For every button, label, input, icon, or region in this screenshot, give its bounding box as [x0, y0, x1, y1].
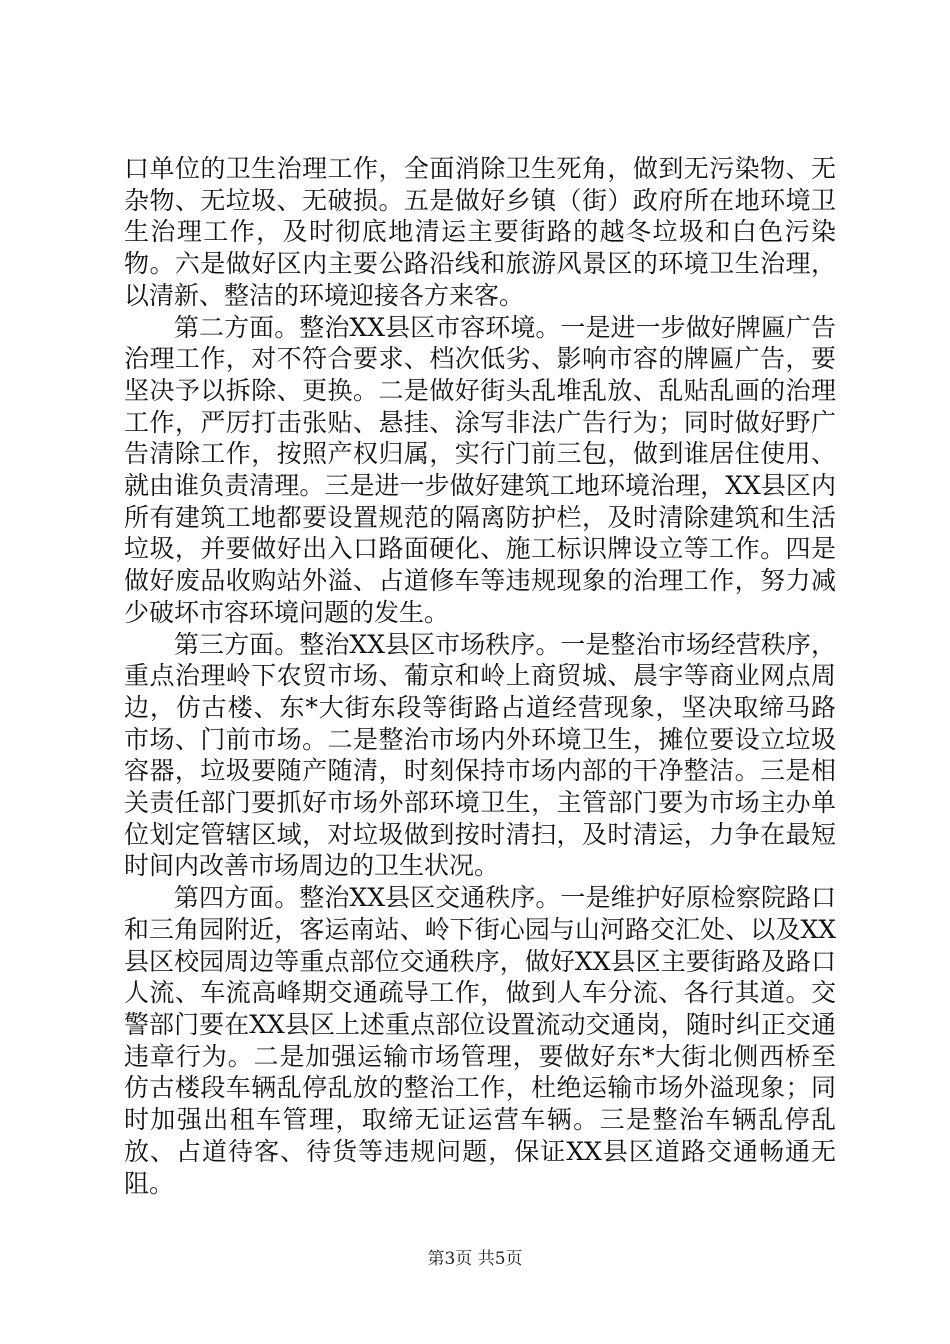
- paragraph-city-appearance: 第二方面。整治XX县区市容环境。一是进一步做好牌匾广告治理工作，对不符合要求、档次低劣、影响市容的牌匾广告，要坚决予以拆除、更换。二是做好街头乱堆乱放、乱贴乱画的治理工作，严厉打击张贴、悬挂、涂写非法广告行为；同时做好野广告清除工作，按照产权归属，实行门前三包，做到谁居住使用、就由谁负责清理。三是进一步做好建筑工地环境治理，XX县区内所有建筑工地都要设置规范的隔离防护栏，及时清除建筑和生活垃圾，并要做好出入口路面硬化、施工标识牌设立等工作。四是做好废品收购站外溢、占道修车等违规现象的治理工作，努力减少破坏市容环境问题的发生。: [124, 312, 836, 627]
- paragraph-continuation: 口单位的卫生治理工作，全面消除卫生死角，做到无污染物、无杂物、无垃圾、无破损。五是做好乡镇（街）政府所在地环境卫生治理工作，及时彻底地清运主要街路的越冬垃圾和白色污染物。六是做好区内主要公路沿线和旅游风景区的环境卫生治理，以清新、整洁的环境迎接各方来客。: [124, 154, 836, 310]
- paragraph-traffic-order: 第四方面。整治XX县区交通秩序。一是维护好原检察院路口和三角园附近，客运南站、岭下街心园与山河路交汇处、以及XX县区校园周边等重点部位交通秩序，做好XX县区主要街路及路口人流、车流高峰期交通疏导工作，做到人车分流、各行其道。交警部门要在XX县区上述重点部位设置流动交通岗，随时纠正交通违章行为。二是加强运输市场管理，要做好东*大街北侧西桥至仿古楼段车辆乱停乱放的整治工作，杜绝运输市场外溢现象；同时加强出租车管理，取缔无证运营车辆。三是整治车辆乱停乱放、占道待客、待货等违规问题，保证XX县区道路交通畅通无阻。: [124, 883, 836, 1198]
- paragraph-market-order: 第三方面。整治XX县区市场秩序。一是整治市场经营秩序，重点治理岭下农贸市场、葡京和岭上商贸城、晨宇等商业网点周边，仿古楼、东*大街东段等街路占道经营现象，坚决取缔马路市场、门前市场。二是整治市场内外环境卫生，摊位要设立垃圾容器，垃圾要随产随清，时刻保持市场内部的干净整洁。三是相关责任部门要抓好市场外部环境卫生，主管部门要为市场主办单位划定管辖区域，对垃圾做到按时清扫，及时清运，力争在最短时间内改善市场周边的卫生状况。: [124, 629, 836, 881]
- page-footer: 第3页 共5页: [427, 1249, 523, 1269]
- document-body: [124, 153, 836, 1199]
